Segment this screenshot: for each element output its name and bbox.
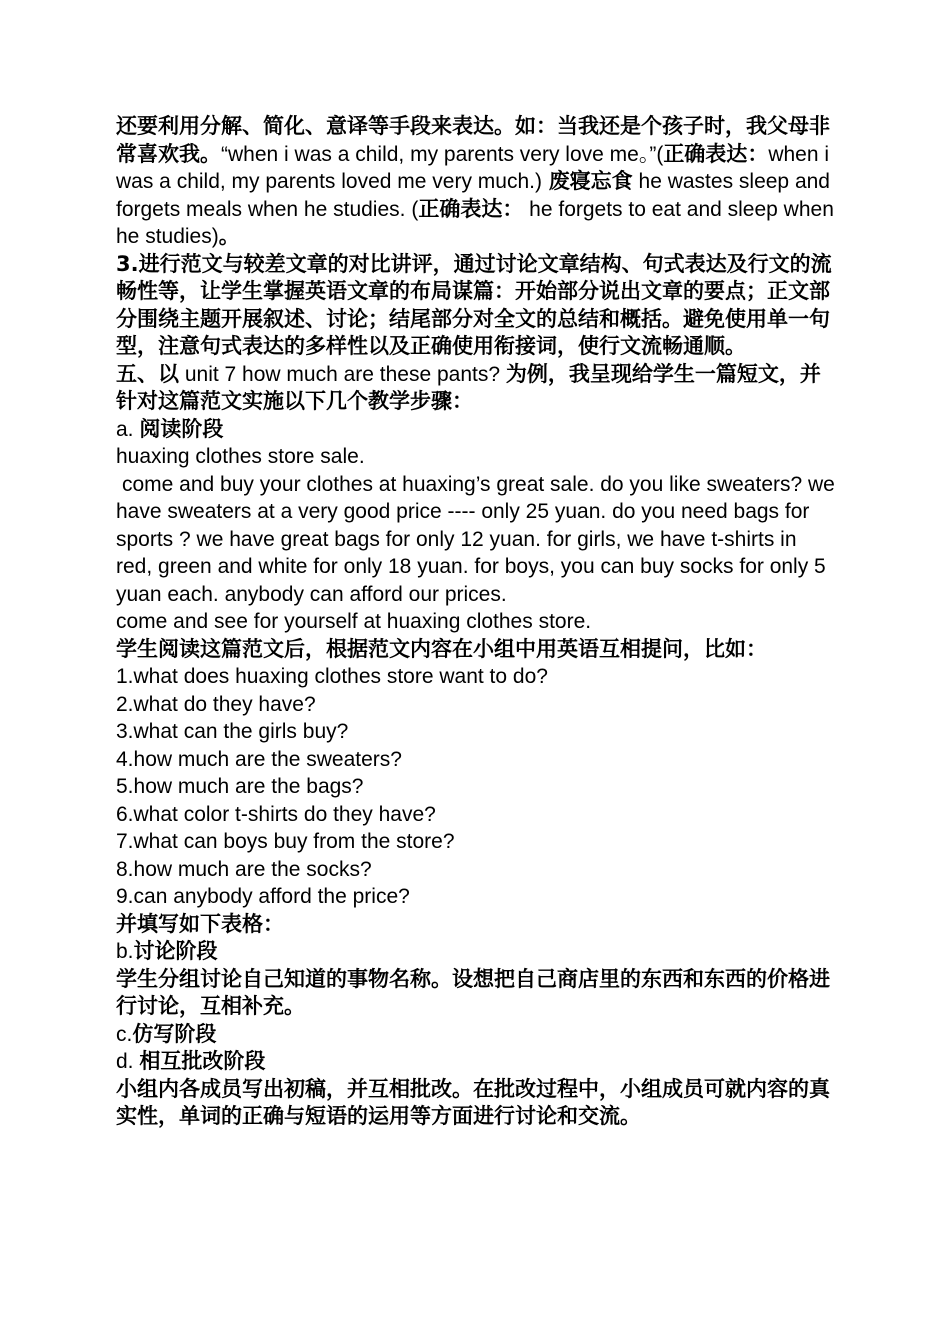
text-review: 小组内各成员写出初稿，并互相批改。在批改过程中，小组成员可就内容的真实性，单词的正确与短语的运用等方面进行讨论和交流。 xyxy=(116,1076,830,1128)
text-fill: 并填写如下表格： xyxy=(116,911,284,936)
text-correct-label: 正确表达 xyxy=(663,141,748,166)
step-a-letter: a. xyxy=(116,417,140,441)
paragraph-section-five xyxy=(116,361,836,416)
heading-step-c xyxy=(116,1021,836,1049)
question-9: 9.can anybody afford the price? xyxy=(116,885,410,908)
step-c-title: 仿写阶段 xyxy=(132,1021,217,1046)
text-idiom-wrong: he wastes sleep and forgets meals when he studies. ( xyxy=(116,170,830,221)
reading-body: come and buy your clothes at huaxing’s great sale. do you like sweaters? we have sweaters at a very good price ---- only 25 yuan. do you need bags for sports ? we have great bags for only 12 yuan. for girls, we have t-shirts in red, green and white for only 18 yuan. for boys, you can buy socks for only 5 yuan each. anybody can afford our prices. xyxy=(116,472,835,606)
paragraph-discuss xyxy=(116,966,836,1021)
paragraph-fill-table xyxy=(116,911,836,939)
step-a-title: 阅读阶段 xyxy=(139,416,224,441)
text-wrong-example: “when i was a child, my parents very love me。”( xyxy=(221,142,664,166)
heading-step-a xyxy=(116,416,836,444)
text-idiom-correct: he forgets to eat and sleep when he studies) xyxy=(116,197,834,248)
text-methods: 还要利用分解、简化、意译等手段来表达。如：当我还是个孩子时，我父母非常喜欢我。 xyxy=(116,114,830,166)
question-5: 5.how much are the bags? xyxy=(116,775,364,798)
text-colon: ： xyxy=(747,141,769,166)
paragraph-ask xyxy=(116,636,836,664)
text-colon-2: ： xyxy=(502,196,524,221)
question-6: 6.what color t-shirts do they have? xyxy=(116,802,436,826)
text-compare: 3.进行范文与较差文章的对比讲评，通过讨论文章结构、句式表达及行文的流畅性等，让学生掌握英语文章的布局谋篇：开始部分说出文章的要点；正文部分围绕主题开展叙述、讨论；结尾部分对全文的总结和概括。避免使用单一句型，注意句式表达的多样性以及正确使用衔接词，使行文流畅通顺。 xyxy=(116,251,832,358)
paragraph-compare-essays xyxy=(116,251,836,361)
question-7: 7.what can boys buy from the store? xyxy=(116,830,455,853)
question-1: 1.what does huaxing clothes store want to do? xyxy=(116,665,548,688)
text-correct-example: when i was a child, my parents loved me very much.) xyxy=(116,142,830,193)
text-ask: 学生阅读这篇范文后，根据范文内容在小组中用英语互相提问，比如： xyxy=(116,636,767,661)
question-2: 2.what do they have? xyxy=(116,692,316,716)
reading-closing: come and see for yourself at huaxing clothes store. xyxy=(116,610,592,633)
reading-title: huaxing clothes store sale. xyxy=(116,445,365,468)
step-b-letter: b. xyxy=(116,940,134,963)
text-section-five-desc: 为例，我呈现给学生一篇短文，并针对这篇范文实施以下几个教学步骤： xyxy=(116,361,821,413)
paragraph-translation-methods xyxy=(116,113,836,251)
step-d-letter: d. xyxy=(116,1050,140,1073)
heading-step-b xyxy=(116,938,836,966)
question-3: 3.what can the girls buy? xyxy=(116,720,349,743)
document-body xyxy=(116,113,836,1131)
text-discuss: 学生分组讨论自己知道的事物名称。设想把自己商店里的东西和东西的价格进行讨论，互相补充。 xyxy=(116,966,830,1018)
text-section-five-label: 五、以 xyxy=(116,361,179,386)
text-correct-label-2: 正确表达 xyxy=(418,196,503,221)
text-period: 。 xyxy=(218,224,240,248)
step-b-title: 讨论阶段 xyxy=(133,939,218,963)
text-idiom: 废寝忘食 xyxy=(548,169,633,193)
heading-step-d xyxy=(116,1048,836,1076)
text-unit-title: unit 7 how much are these pants? xyxy=(179,362,506,386)
paragraph-review xyxy=(116,1076,836,1131)
step-c-letter: c. xyxy=(116,1022,133,1046)
question-4: 4.how much are the sweaters? xyxy=(116,747,402,771)
question-8: 8.how much are the socks? xyxy=(116,857,372,881)
step-d-title: 相互批改阶段 xyxy=(139,1049,266,1073)
